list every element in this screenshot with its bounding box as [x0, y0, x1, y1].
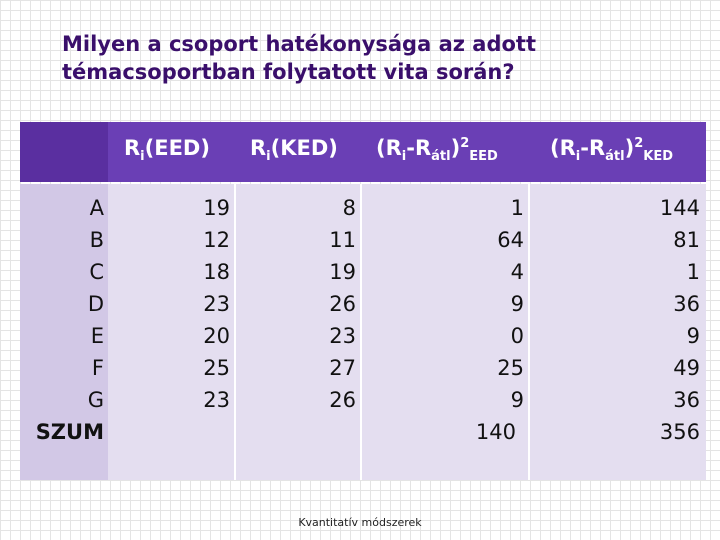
- slide-title: [62, 30, 682, 86]
- table-cell: 27: [329, 356, 356, 380]
- table-cell: 36: [673, 388, 700, 412]
- column-dev-ked: [620, 192, 700, 448]
- header-dev-eed: $(R_i-R_{átl})^2_{EED}$: [376, 136, 498, 164]
- table-cell: 64: [497, 228, 524, 252]
- column-ri-eed: [170, 192, 230, 416]
- table-cell: 9: [510, 292, 524, 316]
- table-cell: 20: [203, 324, 230, 348]
- table-cell: 23: [203, 388, 230, 412]
- table-cell: 4: [510, 260, 524, 284]
- slide-footer: Kvantitatív módszerek: [298, 516, 422, 529]
- header-ri-eed: $R_i(EED)$: [124, 136, 210, 164]
- table-body-background: [20, 184, 706, 480]
- table-cell: 81: [673, 228, 700, 252]
- column-separator: [528, 184, 530, 480]
- column-dev-eed: [444, 192, 524, 448]
- table-cell: 11: [329, 228, 356, 252]
- table-cell: 8: [342, 196, 356, 220]
- table-cell-sum: 140: [475, 420, 516, 444]
- table-header-corner: [20, 122, 108, 182]
- column-separator: [360, 184, 362, 480]
- row-label: A: [89, 196, 104, 220]
- header-ri-ked: $R_i(KED)$: [250, 136, 338, 164]
- table-cell: 0: [510, 324, 524, 348]
- table-cell: 25: [203, 356, 230, 380]
- column-separator: [234, 184, 236, 480]
- row-label: E: [90, 324, 104, 348]
- table-cell: 23: [329, 324, 356, 348]
- table-cell: 9: [686, 324, 700, 348]
- slide-title-line-2: témacsoportban folytatott vita során?: [62, 60, 515, 84]
- row-label: C: [89, 260, 104, 284]
- table-cell: 26: [329, 388, 356, 412]
- table-cell: 23: [203, 292, 230, 316]
- table-cell: 36: [673, 292, 700, 316]
- header-dev-ked: $(R_i-R_{átl})^2_{KED}$: [550, 136, 673, 164]
- table-cell: 19: [329, 260, 356, 284]
- row-label: D: [87, 292, 104, 316]
- table-cell: 1: [686, 260, 700, 284]
- table-cell: 19: [203, 196, 230, 220]
- table-cell: 9: [510, 388, 524, 412]
- table-cell: 144: [659, 196, 700, 220]
- row-label: G: [87, 388, 104, 412]
- column-ri-ked: [296, 192, 356, 416]
- row-labels: [20, 192, 104, 448]
- row-label-szum: SZUM: [35, 420, 104, 444]
- table-cell: 25: [497, 356, 524, 380]
- row-label: B: [89, 228, 104, 252]
- table-cell: 1: [510, 196, 524, 220]
- table-cell-sum: 356: [659, 420, 700, 444]
- table-cell: 49: [673, 356, 700, 380]
- slide-title-line-1: Milyen a csoport hatékonysága az adott: [62, 32, 536, 56]
- table-cell: 26: [329, 292, 356, 316]
- row-label: F: [91, 356, 104, 380]
- table-cell: 12: [203, 228, 230, 252]
- table-cell: 18: [203, 260, 230, 284]
